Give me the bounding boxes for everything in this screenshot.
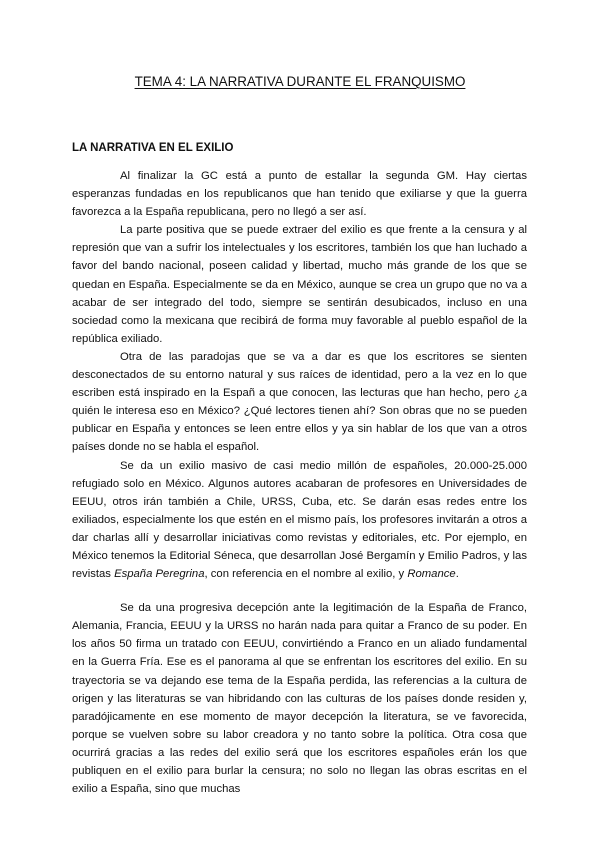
journal-title-espana-peregrina: España Peregrina bbox=[114, 568, 205, 581]
paragraph-2: La parte positiva que se puede extraer del exilio es que frente a la censura y al represión que van a sufrir los intelectuales y los escritores, también los que han luchado a favor del bando nacional, poseen calidad y libertad, mucho más grande de los que se quedan en España. Especialmente se da en México, aunque se crea un grupo que no va a acabar de ser integrado del todo, siempre se sentirán desubicados, incluso en una sociedad como la mexicana que recibirá de forma muy favorable al pueblo español de la república exiliado. bbox=[72, 224, 527, 345]
journal-title-romance: Romance bbox=[407, 568, 456, 581]
paragraph-4-text-middle: , con referencia en el nombre al exilio, y bbox=[204, 568, 408, 581]
document-body bbox=[72, 167, 527, 798]
paragraph-1: Al finalizar la GC está a punto de estallar la segunda GM. Hay ciertas esperanzas fundadas en los republicanos que han tenido que exiliarse y que la guerra favorezca a la España republicana, pero no llegó a ser así. bbox=[72, 170, 527, 219]
paragraph-4 bbox=[72, 457, 527, 584]
section-heading: LA NARRATIVA EN EL EXILIO bbox=[72, 142, 234, 154]
paragraph-5: Se da una progresiva decepción ante la legitimación de la España de Franco, Alemania, Francia, EEUU y la URSS no harán nada para quitar a Franco de su poder. En los años 50 firma un tratado con EEUU, convirtiéndo a Franco en un aliado fundamental en la Guerra Fría. Ese es el panorama al que se enfrentan los escritores del exilio. En su trayectoria se va dejando ese tema de la España perdida, las referencias a la cultura de origen y las literaturas se van hibridando con las culturas de los países donde residen y, paradójicamente en ese momento de mayor decepción la literatura, se ve favorecida, porque se vuelven sobre su labor creadora y no tanto sobre la política. Otra cosa que ocurrirá gracias a las redes del exilio será que los escritores españoles erán los que publiquen en el exilio para burlar la censura; no solo no llegan las obras escritas en el exilio a España, sino que muchas bbox=[72, 602, 527, 796]
paragraph-4-text: Se da un exilio masivo de casi medio millón de españoles, 20.000-25.000 refugiado solo en México. Algunos autores acabaran de profesores en Universidades de EEUU, otros irán también a Chile, URSS, Cuba, etc. Se darán esas redes entre los exiliados, especialmente los que estén en el mismo país, los profesores invitarán a otros a dar charlas allí y desarrollar iniciativas como revistas y editoriales, etc. Por ejemplo, en México tenemos la Editorial Séneca, que desarrollan José Bergamín y Emilio Padros, y las revistas bbox=[72, 459, 527, 581]
paragraph-3: Otra de las paradojas que se va a dar es que los escritores se sienten desconectados de su entorno natural y sus raíces de identidad, pero a la vez en lo que escriben está inspirado en la Españ a que conocen, las lecturas que han hecho, pero ¿a quién le interesa eso en México? ¿Qué lectores tienen ahí? Son obras que no se pueden publicar en España y entonces se leen entre ellos y ya sin hablar de los que van a otros países donde no se habla el español. bbox=[72, 350, 527, 454]
paragraph-4-text-end: . bbox=[455, 568, 459, 581]
document-title: TEMA 4: LA NARRATIVA DURANTE EL FRANQUISMO bbox=[134, 74, 466, 89]
